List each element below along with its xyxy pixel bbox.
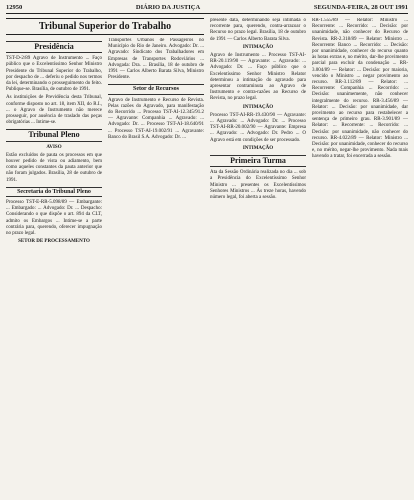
paragraph: Processo TST-AI-RR-19.430/90 — Agravante: ... Agravado: ... Advogado: Dr. ... Processo TST-AI-RR-20.002/90 — Agravante: Empresa ... Agravado: ... Advogado: Dr. Pedro ... O Agravo está em condições de ser processado. (210, 112, 306, 143)
section-secretaria: Secretaria do Tribunal Pleno (6, 187, 102, 197)
issue-date: SEGUNDA-FEIRA, 28 OUT 1991 (313, 4, 408, 11)
paragraph: RR-1.555/89 — Relator: Ministro ... Recorrente: ... Recorrido: ... Decisão: por unanimidade, não conhecer do Recurso de Revista. RR-2.318/89 — Relator: Ministro ... Recorrente: Banco ... Recorrido: ... Decisão: por unanimidade, conhecer do recurso quanto às horas extras e, no mérito, dar-lhe provimento parcial para excluir da condenação ... RR-3.004/89 — Relator: ... Decisão: por maioria, vencido o Ministro ... negar provimento ao recurso. RR-3.112/89 — Relator: ... Recorrente: Companhia ... Recorrido: ... Decisão: unanimemente, não conhecer integralmente do recurso. RR-3.456/89 — Relator: ... Decisão: por unanimidade, dar provimento ao recurso para restabelecer a sentença de primeiro grau. RR-3.901/89 — Relator: ... Recorrente: ... Recorrido: ... Decisão: por unanimidade, não conhecer do recurso. RR-4.022/89 — Relator: Ministro ... Decisão: por unanimidade, conhecer do recurso e, no mérito, negar-lhe provimento. Nada mais havendo a tratar, foi encerrada a sessão. (312, 18, 408, 160)
column-4 (312, 18, 408, 492)
column-1 (6, 38, 102, 247)
paragraph: Transportes Urbanos de Passageiros no Município do Rio de Janeiro. Advogado: Dr. ... Agravado: Sindicato dos Trabalhadores em Empresas de Transportes Rodoviários ... Advogada: Dra. ... Brasília, 18 de outubro de 1991 — Carlos Alberto Barata Silva, Ministro Presidente. (108, 38, 204, 81)
section-pleno: Tribunal Pleno (6, 129, 102, 141)
section-recursos: Setor de Recursos (108, 84, 204, 94)
column-2 (108, 38, 204, 247)
section-presidencia: Presidência (6, 41, 102, 53)
subsection-intimacao: INTIMAÇÃO (242, 145, 274, 151)
subsection-intimacao: INTIMAÇÃO (242, 104, 274, 110)
subsection-aviso: AVISO (46, 144, 62, 150)
paragraph: As instituições de Previdência desta Tribunal, conforme disposto no art. 18, item XII, do R.I., ... o Agravo de Instrumento não merece prosseguir, por ausência de traslado das peças obrigatórias ... Intime-se. (6, 95, 102, 126)
court-banner: Tribunal Superior do Trabalho (6, 18, 204, 35)
page-number: 12950 (6, 4, 23, 11)
paragraph: Ata da Sessão Ordinária realizada no dia ... sob a Presidência do Excelentíssimo Senhor Ministro ... presentes os Excelentíssimos Senhores Ministros ... Às treze horas, havendo número legal, foi aberta a sessão. (210, 170, 306, 201)
paragraph: TST-D-2/89 Agravo de Instrumento ... Faço público que o Excelentíssimo Senhor Ministro Presidente do Tribunal Superior do Trabalho, por despacho de ... deferiu o pedido nos termos da lei, determinando o prosseguimento do feito. Publique-se. Brasília, de outubro de 1991. (6, 56, 102, 93)
subsection-processamento: SETOR DE PROCESSAMENTO (18, 239, 90, 245)
paragraph: Agravo de Instrumento ... Processo TST-AI-RR-20.119/90 — Agravante: ... Agravado: ... Advogado: Dr. ... Faço público que o Excelentíssimo Senhor Ministro Relator determinou a intimação do agravado para apresentar contraminuta ao Agravo de Instrumento e contra-razões ao Recurso de Revista, no prazo legal. (210, 53, 306, 102)
page-header (6, 4, 408, 14)
paragraph: presente data, determinando seja intimada o recorrente para, querendo, contra-arrazoar o Recurso no prazo legal. Brasília, 18 de outubro de 1991 — Carlos Alberto Barata Silva. (210, 18, 306, 42)
section-primeira-turma: Primeira Turma (210, 155, 306, 167)
paragraph: Estão excluídos de pauta os processos em que houver pedido de vista ou adiamento, bem como aqueles constantes da pauta anterior que não foram julgados. Brasília, 28 de outubro de 1991. (6, 152, 102, 183)
journal-title: DIÁRIO DA JUSTIÇA (135, 4, 201, 11)
left-block (6, 18, 204, 492)
paragraph: Processo TST-E-RR-5.098/89 — Embargante: ... Embargado: ... Advogado: Dr. ... Despacho: Considerando o que dispõe o art. 894 da CLT, admito os Embargos ... Intime-se a parte contrária para, querendo, oferecer impugnação no prazo legal. (6, 200, 102, 237)
column-3 (210, 18, 306, 492)
columns (6, 18, 408, 492)
paragraph: Agravo de Instrumento e Recurso de Revista. Pelas razões do Agravado, para manifestação do Recorrido ... Processo TST-AI-12.345/91.2 — Agravante: Companhia ... Agravado: ... Advogado: Dr. ... Processo TST-AI-18.640/91 ... Processo TST-AI-19.002/91 ... Agravante: Banco do Brasil S.A. Advogado: Dr. ... (108, 97, 204, 140)
subsection-intimacao: INTIMAÇÃO (242, 44, 274, 50)
